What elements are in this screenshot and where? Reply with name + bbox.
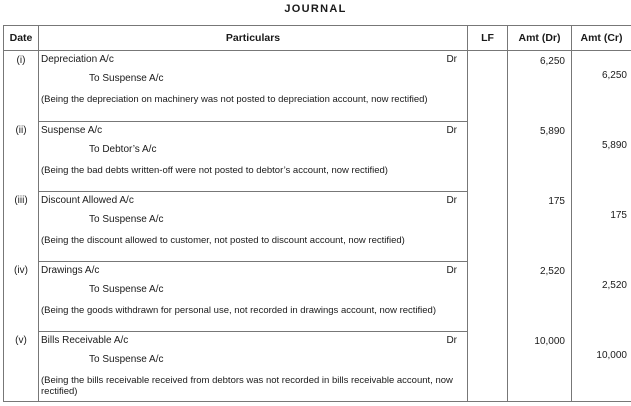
entry-lf <box>468 51 508 122</box>
narration: (Being the discount allowed to customer, not posted to discount account, now rectified) <box>41 234 405 246</box>
narration: (Being the goods withdrawn for personal use, not recorded in drawings account, now rectified) <box>41 304 436 316</box>
credit-account: To Suspense A/c <box>89 213 164 225</box>
entry-lf <box>468 261 508 331</box>
amount-credit: 5,890 <box>601 140 627 151</box>
header-particulars: Particulars <box>39 26 468 51</box>
debit-account: Bills Receivable A/c <box>41 334 129 346</box>
entry-date: (v) <box>4 331 39 402</box>
amount-credit-cell <box>572 191 631 261</box>
amount-credit-cell <box>572 331 631 402</box>
amount-credit-cell <box>572 121 631 191</box>
narration: (Being the bad debts written-off were not posted to debtor’s account, now rectified) <box>41 164 388 176</box>
journal-table <box>3 25 631 402</box>
amount-debit: 6,250 <box>508 51 572 122</box>
debit-account: Discount Allowed A/c <box>41 194 134 206</box>
journal-title: JOURNAL <box>284 3 347 15</box>
entry-particulars <box>39 191 468 261</box>
amount-credit: 6,250 <box>601 70 627 81</box>
dr-marker: Dr <box>446 124 457 136</box>
header-row <box>4 26 631 51</box>
debit-account: Drawings A/c <box>41 264 100 276</box>
entry-date: (i) <box>4 51 39 122</box>
entry-lf <box>468 121 508 191</box>
journal-entry <box>4 121 631 191</box>
amount-debit: 5,890 <box>508 121 572 191</box>
dr-marker: Dr <box>446 334 457 346</box>
amount-credit: 2,520 <box>601 280 627 291</box>
entry-lf <box>468 331 508 402</box>
credit-account: To Suspense A/c <box>89 283 164 295</box>
amount-debit: 2,520 <box>508 261 572 331</box>
entry-particulars <box>39 261 468 331</box>
entry-date: (ii) <box>4 121 39 191</box>
debit-account: Suspense A/c <box>41 124 103 136</box>
dr-marker: Dr <box>446 54 457 65</box>
header-amt-cr: Amt (Cr) <box>572 26 631 51</box>
amount-debit: 10,000 <box>508 331 572 402</box>
entry-date: (iv) <box>4 261 39 331</box>
entry-lf <box>468 191 508 261</box>
amount-credit-cell <box>572 51 631 122</box>
amount-credit-cell <box>572 261 631 331</box>
journal-entry <box>4 331 631 402</box>
narration: (Being the bills receivable received from debtors was not recorded in bills receivable account, now rectified) <box>41 374 453 397</box>
entry-particulars <box>39 331 468 402</box>
credit-account: To Debtor’s A/c <box>89 143 157 155</box>
header-lf: LF <box>468 26 508 51</box>
credit-account: To Suspense A/c <box>89 73 164 84</box>
entry-particulars <box>39 51 468 122</box>
entry-date: (iii) <box>4 191 39 261</box>
dr-marker: Dr <box>446 264 457 276</box>
debit-account: Depreciation A/c <box>41 54 114 65</box>
narration: (Being the depreciation on machinery was not posted to depreciation account, now rectified) <box>41 94 428 105</box>
entry-particulars <box>39 121 468 191</box>
amount-credit: 10,000 <box>596 350 627 361</box>
credit-account: To Suspense A/c <box>89 353 164 365</box>
amount-debit: 175 <box>508 191 572 261</box>
dr-marker: Dr <box>446 194 457 206</box>
header-amt-dr: Amt (Dr) <box>508 26 572 51</box>
journal-entry <box>4 191 631 261</box>
journal-entry <box>4 51 631 122</box>
header-date: Date <box>4 26 39 51</box>
journal-entry <box>4 261 631 331</box>
amount-credit: 175 <box>610 210 627 221</box>
